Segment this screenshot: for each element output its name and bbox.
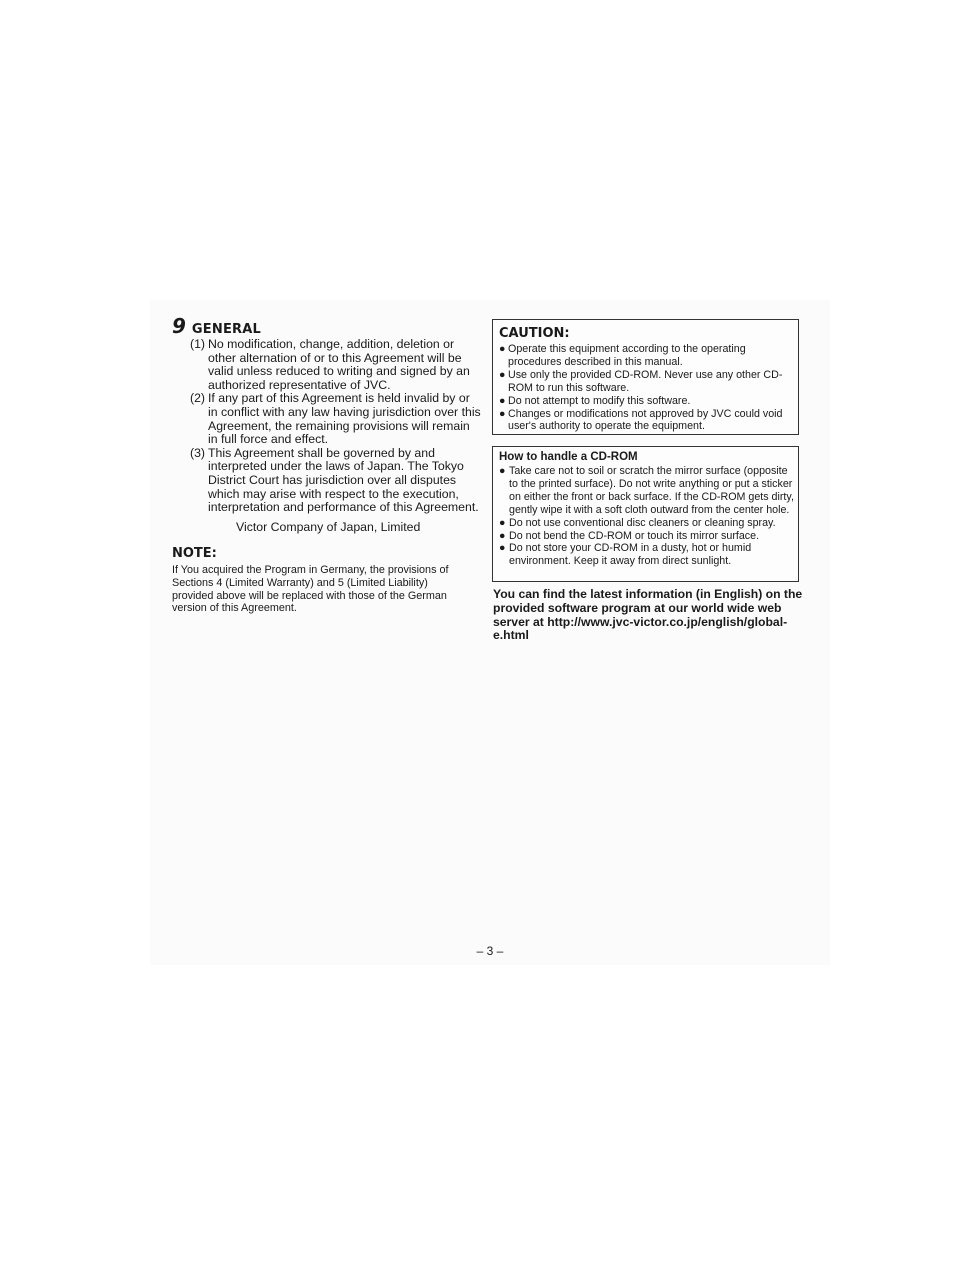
bullet-icon: ●	[499, 542, 506, 555]
general-section	[172, 316, 482, 615]
handling-heading: How to handle a CD-ROM	[499, 451, 638, 463]
clause-2	[172, 392, 482, 446]
bullet-icon: ●	[499, 343, 506, 355]
bullet-icon: ●	[499, 465, 506, 477]
handling-item	[499, 530, 798, 543]
bullet-icon: ●	[499, 516, 506, 529]
clause-number: (3)	[190, 445, 206, 460]
caution-item	[499, 395, 798, 408]
page-number: – 3 –	[476, 944, 504, 958]
section-title: GENERAL	[191, 322, 261, 337]
note-body: If You acquired the Program in Germany, the provisions of Sections 4 (Limited Warranty) and 5 (Limited Liability) provided above will be replaced with those of the German version of this Agreement.	[172, 563, 449, 615]
bullet-icon: ●	[499, 394, 506, 407]
clause-1	[172, 338, 482, 392]
caution-item-text: Use only the provided CD-ROM. Never use any other CD-ROM to run this software.	[508, 368, 783, 394]
handling-item-text: Do not store your CD-ROM in a dusty, hot or humid environment. Keep it away from direct sunlight.	[509, 542, 752, 568]
clause-number: (2)	[190, 391, 206, 406]
bullet-icon: ●	[499, 407, 506, 420]
latest-info-text: You can find the latest information (in English) on the provided software program at our world wide web server at http://www.jvc-victor.co.jp/english/global-e.html	[493, 587, 803, 643]
caution-heading: CAUTION:	[499, 326, 570, 341]
clause-text: This Agreement shall be governed by and interpreted under the laws of Japan. The Tokyo District Court has jurisdiction over all disputes which may arise with respect to the execution, interpretation and performance of this Agreement.	[208, 445, 479, 515]
company-signature: Victor Company of Japan, Limited	[236, 519, 421, 534]
clause-text: If any part of this Agreement is held invalid by or in conflict with any law having jurisdiction over this Agreement, the remaining provisions will remain in full force and effect.	[208, 391, 481, 447]
handling-item-text: Do not bend the CD-ROM or touch its mirror surface.	[509, 529, 760, 542]
handling-item	[499, 517, 798, 530]
handling-item-text: Do not use conventional disc cleaners or cleaning spray.	[509, 516, 776, 529]
caution-box	[492, 319, 799, 435]
section-heading	[172, 316, 482, 337]
caution-item-text: Operate this equipment according to the operating procedures described in this manual.	[508, 343, 746, 368]
clause-text: No modification, change, addition, deletion or other alternation of or to this Agreement will be valid unless reduced to writing and signed by an authorized representative of JVC.	[208, 337, 470, 392]
caution-item	[499, 369, 798, 395]
handling-box	[492, 446, 799, 582]
clause-3	[172, 447, 482, 515]
caution-item	[499, 408, 798, 434]
clause-number: (1)	[190, 337, 206, 351]
handling-item	[499, 542, 798, 568]
handling-item	[499, 465, 798, 517]
handling-item-text: Take care not to soil or scratch the mirror surface (opposite to the printed surface). Do not write anything or put a sticker on either the front or back surface. If the CD-ROM gets dirty, gently wipe it with a soft cloth outward from the center hole.	[509, 465, 794, 516]
note-heading: NOTE:	[172, 545, 217, 561]
caution-item-text: Changes or modifications not approved by JVC could void user's authority to operate the equipment.	[508, 407, 783, 433]
bullet-icon: ●	[499, 368, 506, 381]
caution-item-text: Do not attempt to modify this software.	[508, 394, 691, 407]
section-number: 9	[172, 314, 186, 338]
caution-item	[499, 343, 798, 369]
bullet-icon: ●	[499, 529, 506, 542]
